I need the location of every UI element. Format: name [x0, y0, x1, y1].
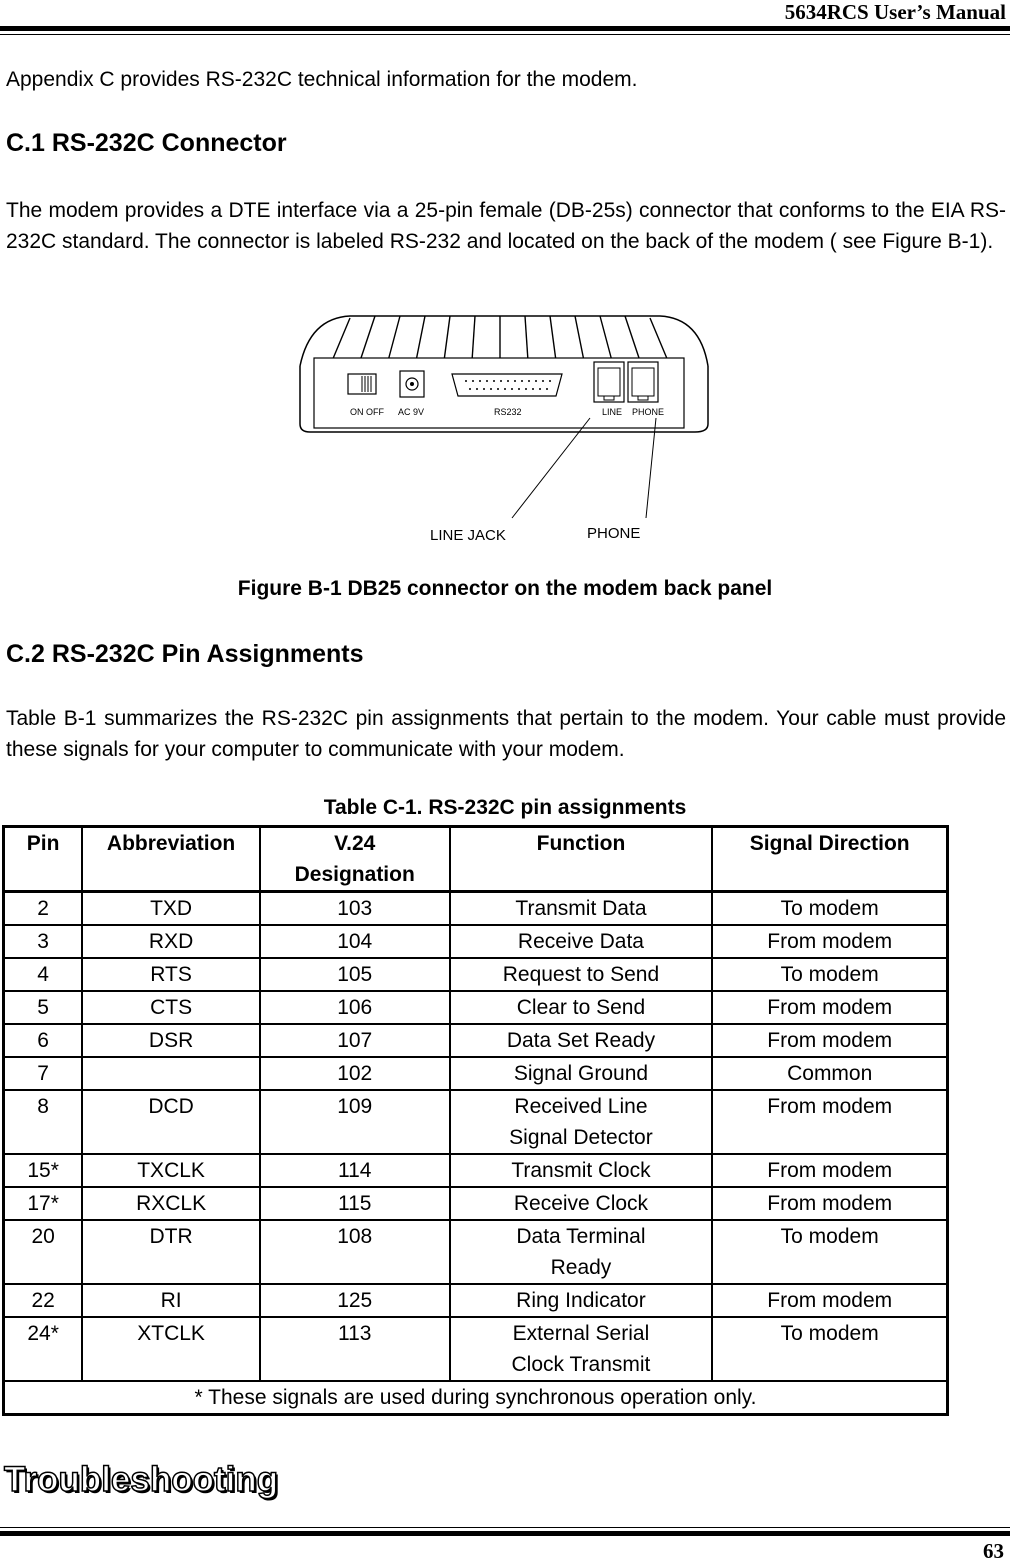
cell-function-line1: Received Line	[514, 1095, 648, 1118]
header-abbreviation: Abbreviation	[82, 827, 260, 892]
cell-v24: 109	[260, 1090, 450, 1154]
cell-function: Request to Send	[450, 958, 713, 991]
modem-back-panel-figure	[290, 306, 720, 551]
section-heading-connector: C.1 RS-232C Connector	[6, 129, 287, 157]
cell-function-line2: Ready	[550, 1256, 612, 1279]
page-number: 63	[983, 1539, 1004, 1563]
cell-direction: From modem	[712, 991, 947, 1024]
cell-abbreviation: TXCLK	[82, 1154, 260, 1187]
table-row	[4, 1024, 948, 1057]
cell-function	[450, 1090, 713, 1154]
cell-function: Transmit Data	[450, 892, 713, 926]
table-title: Table C-1. RS-232C pin assignments	[323, 796, 687, 819]
db25-connector	[452, 374, 562, 396]
cell-v24: 108	[260, 1220, 450, 1284]
cell-function	[450, 1220, 713, 1284]
cell-v24: 107	[260, 1024, 450, 1057]
cell-direction: From modem	[712, 925, 947, 958]
ac-label: AC 9V	[398, 407, 425, 417]
cell-v24: 105	[260, 958, 450, 991]
cell-abbreviation: XTCLK	[82, 1317, 260, 1381]
table-header-row	[4, 827, 948, 892]
cell-pin: 8	[4, 1090, 83, 1154]
cell-direction: From modem	[712, 1154, 947, 1187]
line-jack-callout	[512, 418, 590, 518]
phone-callout	[646, 418, 656, 518]
cell-function-line2: Signal Detector	[509, 1126, 653, 1149]
cell-function: Clear to Send	[450, 991, 713, 1024]
cell-pin: 24*	[4, 1317, 83, 1381]
chapter-heading-troubleshooting: Troubleshooting	[4, 1460, 279, 1499]
cell-pin: 7	[4, 1057, 83, 1090]
cell-v24: 102	[260, 1057, 450, 1090]
cell-direction: To modem	[712, 1220, 947, 1284]
cell-v24: 104	[260, 925, 450, 958]
cell-function: Receive Clock	[450, 1187, 713, 1220]
cell-direction: From modem	[712, 1090, 947, 1154]
table-row	[4, 1284, 948, 1317]
cell-direction: From modem	[712, 1024, 947, 1057]
cell-abbreviation: DCD	[82, 1090, 260, 1154]
cell-abbreviation: TXD	[82, 892, 260, 926]
cell-abbreviation: RTS	[82, 958, 260, 991]
cell-direction: Common	[712, 1057, 947, 1090]
cell-abbreviation: RXD	[82, 925, 260, 958]
section-heading-pin-assignments: C.2 RS-232C Pin Assignments	[6, 640, 364, 668]
phone-callout-label: PHONE	[587, 525, 641, 542]
cell-abbreviation: RI	[82, 1284, 260, 1317]
table-footnote-row	[4, 1381, 948, 1415]
cell-function: Receive Data	[450, 925, 713, 958]
figure-caption: Figure B-1 DB25 connector on the modem back panel	[237, 577, 773, 600]
cell-v24: 114	[260, 1154, 450, 1187]
cell-v24: 113	[260, 1317, 450, 1381]
rs232-label: RS232	[494, 407, 522, 417]
cell-direction: To modem	[712, 958, 947, 991]
table-row	[4, 1317, 948, 1381]
table-footnote: * These signals are used during synchronous operation only.	[4, 1381, 948, 1415]
header-v24-line1: V.24	[334, 832, 376, 855]
table-row	[4, 925, 948, 958]
connector-paragraph: The modem provides a DTE interface via a 25-pin female (DB-25s) connector that conforms to the EIA RS-232C standard. The connector is labeled RS-232 and located on the back of the modem ( see Figure B-1).	[6, 199, 1006, 253]
header-rule-thick	[0, 26, 1010, 31]
header-v24	[260, 827, 450, 892]
cell-v24: 115	[260, 1187, 450, 1220]
cell-pin: 4	[4, 958, 83, 991]
cell-v24: 125	[260, 1284, 450, 1317]
line-jack-callout-label: LINE JACK	[430, 527, 506, 544]
pin-assignment-table	[2, 825, 949, 1416]
cell-v24: 103	[260, 892, 450, 926]
cell-pin: 6	[4, 1024, 83, 1057]
table-row	[4, 1220, 948, 1284]
table-row	[4, 958, 948, 991]
pin-assignments-paragraph: Table B-1 summarizes the RS-232C pin assignments that pertain to the modem. Your cable must provide these signals for your computer to communicate with your modem.	[6, 707, 1006, 761]
cell-direction: To modem	[712, 1317, 947, 1381]
header-function: Function	[450, 827, 713, 892]
cell-function: Transmit Clock	[450, 1154, 713, 1187]
cell-function: Signal Ground	[450, 1057, 713, 1090]
vent-ribs	[332, 316, 668, 361]
cell-abbreviation: DSR	[82, 1024, 260, 1057]
line-label: LINE	[602, 407, 623, 417]
cell-abbreviation: DTR	[82, 1220, 260, 1284]
footer-rule-thin	[0, 1527, 1010, 1528]
cell-function-line1: Data Terminal	[516, 1225, 646, 1248]
intro-paragraph: Appendix C provides RS-232C technical information for the modem.	[6, 68, 638, 91]
cell-pin: 20	[4, 1220, 83, 1284]
footer-rule-thick	[0, 1531, 1010, 1536]
cell-abbreviation: CTS	[82, 991, 260, 1024]
cell-v24: 106	[260, 991, 450, 1024]
cell-pin: 22	[4, 1284, 83, 1317]
cell-abbreviation: RXCLK	[82, 1187, 260, 1220]
cell-function: Ring Indicator	[450, 1284, 713, 1317]
table-row	[4, 1187, 948, 1220]
cell-function-line1: External Serial	[512, 1322, 650, 1345]
cell-function	[450, 1317, 713, 1381]
header-direction: Signal Direction	[712, 827, 947, 892]
table-row	[4, 1090, 948, 1154]
cell-direction: From modem	[712, 1187, 947, 1220]
cell-pin: 17*	[4, 1187, 83, 1220]
header-rule-thin	[0, 34, 1010, 35]
cell-pin: 2	[4, 892, 83, 926]
table-row	[4, 1057, 948, 1090]
cell-function: Data Set Ready	[450, 1024, 713, 1057]
on-off-label: ON OFF	[350, 407, 384, 417]
cell-direction: To modem	[712, 892, 947, 926]
header-v24-line2: Designation	[294, 863, 415, 886]
table-row	[4, 1154, 948, 1187]
cell-pin: 5	[4, 991, 83, 1024]
header-pin: Pin	[4, 827, 83, 892]
table-row	[4, 892, 948, 926]
phone-label: PHONE	[632, 407, 665, 417]
cell-abbreviation	[82, 1057, 260, 1090]
table-row	[4, 991, 948, 1024]
cell-direction: From modem	[712, 1284, 947, 1317]
running-header: 5634RCS User’s Manual	[784, 0, 1006, 24]
cell-pin: 15*	[4, 1154, 83, 1187]
cell-pin: 3	[4, 925, 83, 958]
cell-function-line2: Clock Transmit	[511, 1353, 651, 1376]
